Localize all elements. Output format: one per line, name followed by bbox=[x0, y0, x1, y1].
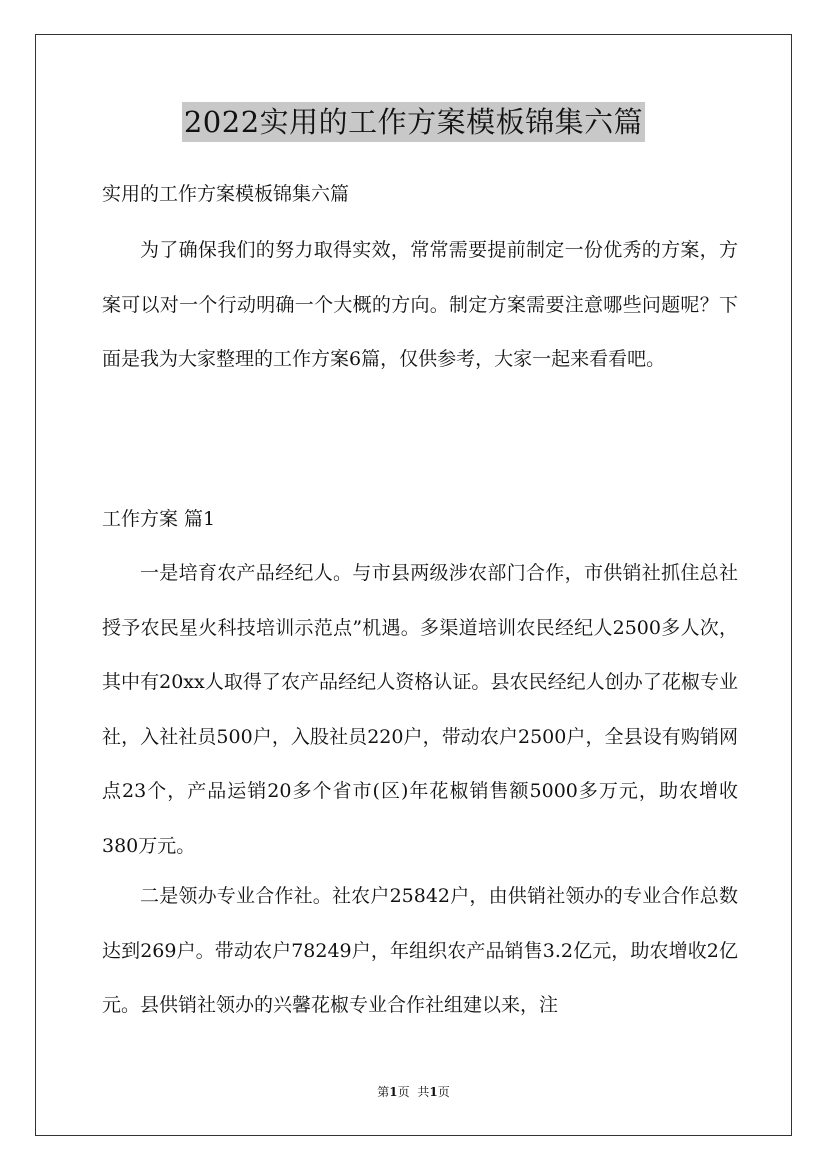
footer-total-number: 1 bbox=[429, 1085, 438, 1099]
body-paragraph-2: 二是领办专业合作社。社农户25842户，由供销社领办的专业合作总数达到269户。带动农户78249户，年组织农产品销售3.2亿元，助农增收2亿元。县供销社领办的兴馨花椒专业合作社组建以来，注 bbox=[102, 885, 738, 1016]
document-subtitle: 实用的工作方案模板锦集六篇 bbox=[102, 183, 350, 205]
footer-page-suffix: 页 bbox=[397, 1085, 410, 1099]
section-heading: 工作方案 篇1 bbox=[102, 508, 216, 530]
footer-total-prefix: 共 bbox=[417, 1085, 430, 1099]
body-paragraph-1: 一是培育农产品经纪人。与市县两级涉农部门合作，市供销社抓住总社授予农民星火科技培训示范点”机遇。多渠道培训农民经纪人2500多人次，其中有20xx人取得了农产品经纪人资格认证。县农民经纪人创办了花椒专业社，入社社员500户，入股社员220户，带动农户2500户，全县设有购销网点23个，产品运销20多个省市(区)年花椒销售额5000多万元，助农增收380万元。 bbox=[102, 562, 738, 857]
footer-page-number: 1 bbox=[389, 1085, 398, 1099]
document-title: 2022实用的工作方案模板锦集六篇 bbox=[182, 102, 645, 142]
page-footer bbox=[0, 1083, 827, 1101]
footer-total-suffix: 页 bbox=[437, 1085, 450, 1099]
footer-page-prefix: 第 bbox=[377, 1085, 390, 1099]
intro-paragraph: 为了确保我们的努力取得实效，常常需要提前制定一份优秀的方案，方案可以对一个行动明确一个大概的方向。制定方案需要注意哪些问题呢？下面是我为大家整理的工作方案6篇，仅供参考，大家一起来看看吧。 bbox=[102, 239, 738, 370]
title-container bbox=[0, 102, 827, 142]
